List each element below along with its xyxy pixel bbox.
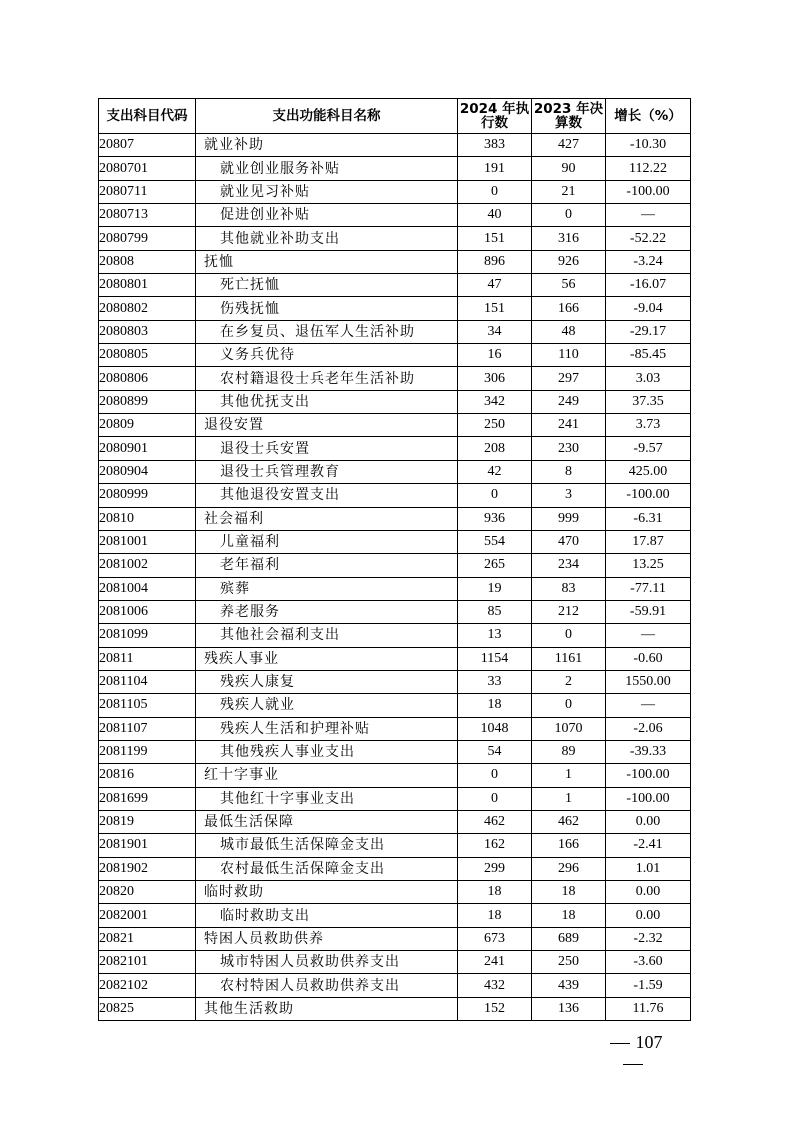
row-growth: -1.59 xyxy=(606,974,691,997)
row-value-2023: 1161 xyxy=(532,647,606,670)
row-value-2023: 89 xyxy=(532,740,606,763)
row-growth: -29.17 xyxy=(606,320,691,343)
table-row xyxy=(99,250,691,273)
row-name: 养老服务 xyxy=(196,600,458,623)
row-value-2023: 241 xyxy=(532,414,606,437)
row-value-2024: 265 xyxy=(458,554,532,577)
row-growth: -16.07 xyxy=(606,274,691,297)
table-body xyxy=(99,134,691,1021)
table-row xyxy=(99,390,691,413)
row-growth: 112.22 xyxy=(606,157,691,180)
row-value-2024: 33 xyxy=(458,670,532,693)
row-value-2023: 83 xyxy=(532,577,606,600)
row-growth: -100.00 xyxy=(606,787,691,810)
row-value-2024: 0 xyxy=(458,484,532,507)
table-row xyxy=(99,367,691,390)
row-value-2024: 208 xyxy=(458,437,532,460)
table-row xyxy=(99,297,691,320)
row-growth: -77.11 xyxy=(606,577,691,600)
row-code: 2080801 xyxy=(99,274,196,297)
row-value-2023: 462 xyxy=(532,810,606,833)
row-value-2024: 151 xyxy=(458,297,532,320)
row-name: 残疾人生活和护理补贴 xyxy=(196,717,458,740)
row-name: 退役安置 xyxy=(196,414,458,437)
row-name: 临时救助 xyxy=(196,881,458,904)
row-growth: — xyxy=(606,694,691,717)
row-code: 2081002 xyxy=(99,554,196,577)
row-growth: -10.30 xyxy=(606,134,691,157)
row-code: 2080799 xyxy=(99,227,196,250)
row-value-2023: 212 xyxy=(532,600,606,623)
row-value-2024: 191 xyxy=(458,157,532,180)
row-code: 2081901 xyxy=(99,834,196,857)
row-growth: — xyxy=(606,204,691,227)
row-growth: 1550.00 xyxy=(606,670,691,693)
row-value-2024: 19 xyxy=(458,577,532,600)
row-name: 老年福利 xyxy=(196,554,458,577)
row-name: 殡葬 xyxy=(196,577,458,600)
row-value-2023: 1 xyxy=(532,787,606,810)
table-row xyxy=(99,460,691,483)
row-value-2024: 0 xyxy=(458,787,532,810)
row-growth: 3.73 xyxy=(606,414,691,437)
row-value-2023: 0 xyxy=(532,694,606,717)
row-name: 其他退役安置支出 xyxy=(196,484,458,507)
table-row xyxy=(99,904,691,927)
row-growth: 1.01 xyxy=(606,857,691,880)
row-code: 2082001 xyxy=(99,904,196,927)
table-row xyxy=(99,857,691,880)
row-value-2024: 432 xyxy=(458,974,532,997)
row-name: 死亡抚恤 xyxy=(196,274,458,297)
row-value-2023: 439 xyxy=(532,974,606,997)
row-value-2023: 166 xyxy=(532,297,606,320)
table-row xyxy=(99,180,691,203)
row-name: 其他社会福利支出 xyxy=(196,624,458,647)
table-row xyxy=(99,344,691,367)
row-growth: 0.00 xyxy=(606,904,691,927)
row-value-2023: 8 xyxy=(532,460,606,483)
row-code: 2080701 xyxy=(99,157,196,180)
row-value-2024: 34 xyxy=(458,320,532,343)
row-name: 促进创业补贴 xyxy=(196,204,458,227)
row-value-2024: 896 xyxy=(458,250,532,273)
table-row xyxy=(99,834,691,857)
row-value-2023: 297 xyxy=(532,367,606,390)
row-name: 农村最低生活保障金支出 xyxy=(196,857,458,880)
row-code: 2080901 xyxy=(99,437,196,460)
row-name: 其他优抚支出 xyxy=(196,390,458,413)
table-row xyxy=(99,437,691,460)
table-row xyxy=(99,157,691,180)
row-name: 其他就业补助支出 xyxy=(196,227,458,250)
row-growth: — xyxy=(606,624,691,647)
row-value-2023: 56 xyxy=(532,274,606,297)
row-code: 20819 xyxy=(99,810,196,833)
row-code: 2081105 xyxy=(99,694,196,717)
row-growth: 425.00 xyxy=(606,460,691,483)
table-row xyxy=(99,274,691,297)
row-name: 在乡复员、退伍军人生活补助 xyxy=(196,320,458,343)
row-name: 残疾人事业 xyxy=(196,647,458,670)
row-value-2024: 936 xyxy=(458,507,532,530)
row-name: 抚恤 xyxy=(196,250,458,273)
row-growth: -39.33 xyxy=(606,740,691,763)
table-row xyxy=(99,997,691,1020)
row-name: 义务兵优待 xyxy=(196,344,458,367)
header-name: 支出功能科目名称 xyxy=(196,99,458,134)
header-growth: 增长（%） xyxy=(606,99,691,134)
row-value-2024: 299 xyxy=(458,857,532,880)
row-growth: -3.60 xyxy=(606,951,691,974)
row-value-2024: 0 xyxy=(458,764,532,787)
page-number-text: 107 xyxy=(635,1032,663,1052)
row-value-2023: 470 xyxy=(532,530,606,553)
row-value-2023: 230 xyxy=(532,437,606,460)
table-row xyxy=(99,694,691,717)
row-value-2023: 136 xyxy=(532,997,606,1020)
row-growth: -3.24 xyxy=(606,250,691,273)
row-value-2024: 16 xyxy=(458,344,532,367)
row-value-2024: 18 xyxy=(458,904,532,927)
row-code: 2082101 xyxy=(99,951,196,974)
row-code: 20821 xyxy=(99,927,196,950)
row-value-2024: 462 xyxy=(458,810,532,833)
row-name: 特困人员救助供养 xyxy=(196,927,458,950)
row-name: 儿童福利 xyxy=(196,530,458,553)
row-code: 20820 xyxy=(99,881,196,904)
row-name: 农村籍退役士兵老年生活补助 xyxy=(196,367,458,390)
row-name: 其他红十字事业支出 xyxy=(196,787,458,810)
row-code: 2082102 xyxy=(99,974,196,997)
row-value-2023: 427 xyxy=(532,134,606,157)
row-value-2023: 1070 xyxy=(532,717,606,740)
row-value-2023: 296 xyxy=(532,857,606,880)
row-value-2024: 85 xyxy=(458,600,532,623)
row-value-2024: 162 xyxy=(458,834,532,857)
row-name: 伤残抚恤 xyxy=(196,297,458,320)
row-growth: 0.00 xyxy=(606,810,691,833)
row-code: 20811 xyxy=(99,647,196,670)
row-value-2024: 383 xyxy=(458,134,532,157)
header-2023: 2023 年决算数 xyxy=(532,99,606,134)
row-value-2023: 48 xyxy=(532,320,606,343)
table-row xyxy=(99,530,691,553)
row-code: 20808 xyxy=(99,250,196,273)
row-value-2024: 250 xyxy=(458,414,532,437)
table-row xyxy=(99,670,691,693)
row-code: 20809 xyxy=(99,414,196,437)
row-growth: 0.00 xyxy=(606,881,691,904)
row-code: 2080802 xyxy=(99,297,196,320)
row-growth: -100.00 xyxy=(606,180,691,203)
row-growth: -9.04 xyxy=(606,297,691,320)
table-row xyxy=(99,717,691,740)
row-value-2023: 2 xyxy=(532,670,606,693)
row-code: 2081099 xyxy=(99,624,196,647)
row-code: 2081107 xyxy=(99,717,196,740)
table-row xyxy=(99,414,691,437)
header-2024: 2024 年执行数 xyxy=(458,99,532,134)
row-name: 城市特困人员救助供养支出 xyxy=(196,951,458,974)
row-value-2023: 316 xyxy=(532,227,606,250)
row-growth: -59.91 xyxy=(606,600,691,623)
table-row xyxy=(99,810,691,833)
row-value-2023: 3 xyxy=(532,484,606,507)
row-code: 2081902 xyxy=(99,857,196,880)
row-growth: -6.31 xyxy=(606,507,691,530)
row-name: 最低生活保障 xyxy=(196,810,458,833)
row-value-2024: 342 xyxy=(458,390,532,413)
row-code: 2080711 xyxy=(99,180,196,203)
row-value-2024: 47 xyxy=(458,274,532,297)
row-value-2024: 1154 xyxy=(458,647,532,670)
row-value-2024: 151 xyxy=(458,227,532,250)
row-code: 20825 xyxy=(99,997,196,1020)
table-row xyxy=(99,881,691,904)
row-value-2023: 166 xyxy=(532,834,606,857)
row-growth: -2.32 xyxy=(606,927,691,950)
row-name: 红十字事业 xyxy=(196,764,458,787)
row-value-2023: 0 xyxy=(532,204,606,227)
row-code: 20807 xyxy=(99,134,196,157)
row-value-2023: 689 xyxy=(532,927,606,950)
row-growth: -100.00 xyxy=(606,484,691,507)
row-value-2024: 0 xyxy=(458,180,532,203)
row-growth: 3.03 xyxy=(606,367,691,390)
row-value-2024: 40 xyxy=(458,204,532,227)
row-value-2023: 250 xyxy=(532,951,606,974)
row-value-2024: 54 xyxy=(458,740,532,763)
row-code: 2080713 xyxy=(99,204,196,227)
row-growth: -2.41 xyxy=(606,834,691,857)
row-code: 2081006 xyxy=(99,600,196,623)
row-code: 2080904 xyxy=(99,460,196,483)
row-code: 2080805 xyxy=(99,344,196,367)
row-value-2024: 42 xyxy=(458,460,532,483)
row-name: 社会福利 xyxy=(196,507,458,530)
row-value-2024: 18 xyxy=(458,694,532,717)
table-row xyxy=(99,600,691,623)
row-code: 2080806 xyxy=(99,367,196,390)
row-value-2024: 18 xyxy=(458,881,532,904)
page-number xyxy=(588,1032,678,1074)
row-name: 农村特困人员救助供养支出 xyxy=(196,974,458,997)
row-growth: 11.76 xyxy=(606,997,691,1020)
row-value-2023: 249 xyxy=(532,390,606,413)
row-name: 其他残疾人事业支出 xyxy=(196,740,458,763)
table-row xyxy=(99,554,691,577)
row-code: 2081004 xyxy=(99,577,196,600)
table-row xyxy=(99,740,691,763)
row-name: 其他生活救助 xyxy=(196,997,458,1020)
row-value-2024: 306 xyxy=(458,367,532,390)
row-name: 残疾人康复 xyxy=(196,670,458,693)
row-growth: -52.22 xyxy=(606,227,691,250)
row-value-2023: 234 xyxy=(532,554,606,577)
row-name: 就业见习补贴 xyxy=(196,180,458,203)
row-growth: -100.00 xyxy=(606,764,691,787)
table-row xyxy=(99,974,691,997)
row-name: 就业创业服务补贴 xyxy=(196,157,458,180)
row-value-2024: 1048 xyxy=(458,717,532,740)
header-code: 支出科目代码 xyxy=(99,99,196,134)
row-code: 2080999 xyxy=(99,484,196,507)
row-value-2023: 0 xyxy=(532,624,606,647)
row-growth: -9.57 xyxy=(606,437,691,460)
row-value-2024: 13 xyxy=(458,624,532,647)
row-code: 20810 xyxy=(99,507,196,530)
row-value-2024: 554 xyxy=(458,530,532,553)
row-value-2023: 90 xyxy=(532,157,606,180)
row-code: 2080803 xyxy=(99,320,196,343)
row-value-2023: 21 xyxy=(532,180,606,203)
table-row xyxy=(99,134,691,157)
table-row xyxy=(99,227,691,250)
table-row xyxy=(99,951,691,974)
row-growth: 13.25 xyxy=(606,554,691,577)
row-code: 2081699 xyxy=(99,787,196,810)
table-row xyxy=(99,204,691,227)
table-row xyxy=(99,484,691,507)
row-value-2023: 110 xyxy=(532,344,606,367)
row-value-2024: 241 xyxy=(458,951,532,974)
row-code: 2081199 xyxy=(99,740,196,763)
row-growth: -2.06 xyxy=(606,717,691,740)
row-value-2023: 926 xyxy=(532,250,606,273)
row-name: 就业补助 xyxy=(196,134,458,157)
row-growth: 37.35 xyxy=(606,390,691,413)
row-name: 城市最低生活保障金支出 xyxy=(196,834,458,857)
row-growth: -85.45 xyxy=(606,344,691,367)
page-dash-right xyxy=(623,1064,643,1065)
table-row xyxy=(99,764,691,787)
table-row xyxy=(99,927,691,950)
table-row xyxy=(99,507,691,530)
row-name: 退役士兵安置 xyxy=(196,437,458,460)
row-growth: 17.87 xyxy=(606,530,691,553)
row-value-2023: 18 xyxy=(532,881,606,904)
row-growth: -0.60 xyxy=(606,647,691,670)
row-code: 20816 xyxy=(99,764,196,787)
table-header-row xyxy=(99,99,691,134)
table-row xyxy=(99,624,691,647)
budget-table xyxy=(98,98,691,1021)
table-row xyxy=(99,787,691,810)
row-value-2023: 1 xyxy=(532,764,606,787)
table-row xyxy=(99,320,691,343)
table-row xyxy=(99,647,691,670)
row-value-2023: 999 xyxy=(532,507,606,530)
row-value-2024: 152 xyxy=(458,997,532,1020)
page-dash-left xyxy=(610,1043,630,1044)
table-row xyxy=(99,577,691,600)
row-name: 退役士兵管理教育 xyxy=(196,460,458,483)
row-name: 残疾人就业 xyxy=(196,694,458,717)
row-name: 临时救助支出 xyxy=(196,904,458,927)
row-code: 2081001 xyxy=(99,530,196,553)
row-value-2024: 673 xyxy=(458,927,532,950)
row-value-2023: 18 xyxy=(532,904,606,927)
row-code: 2081104 xyxy=(99,670,196,693)
row-code: 2080899 xyxy=(99,390,196,413)
